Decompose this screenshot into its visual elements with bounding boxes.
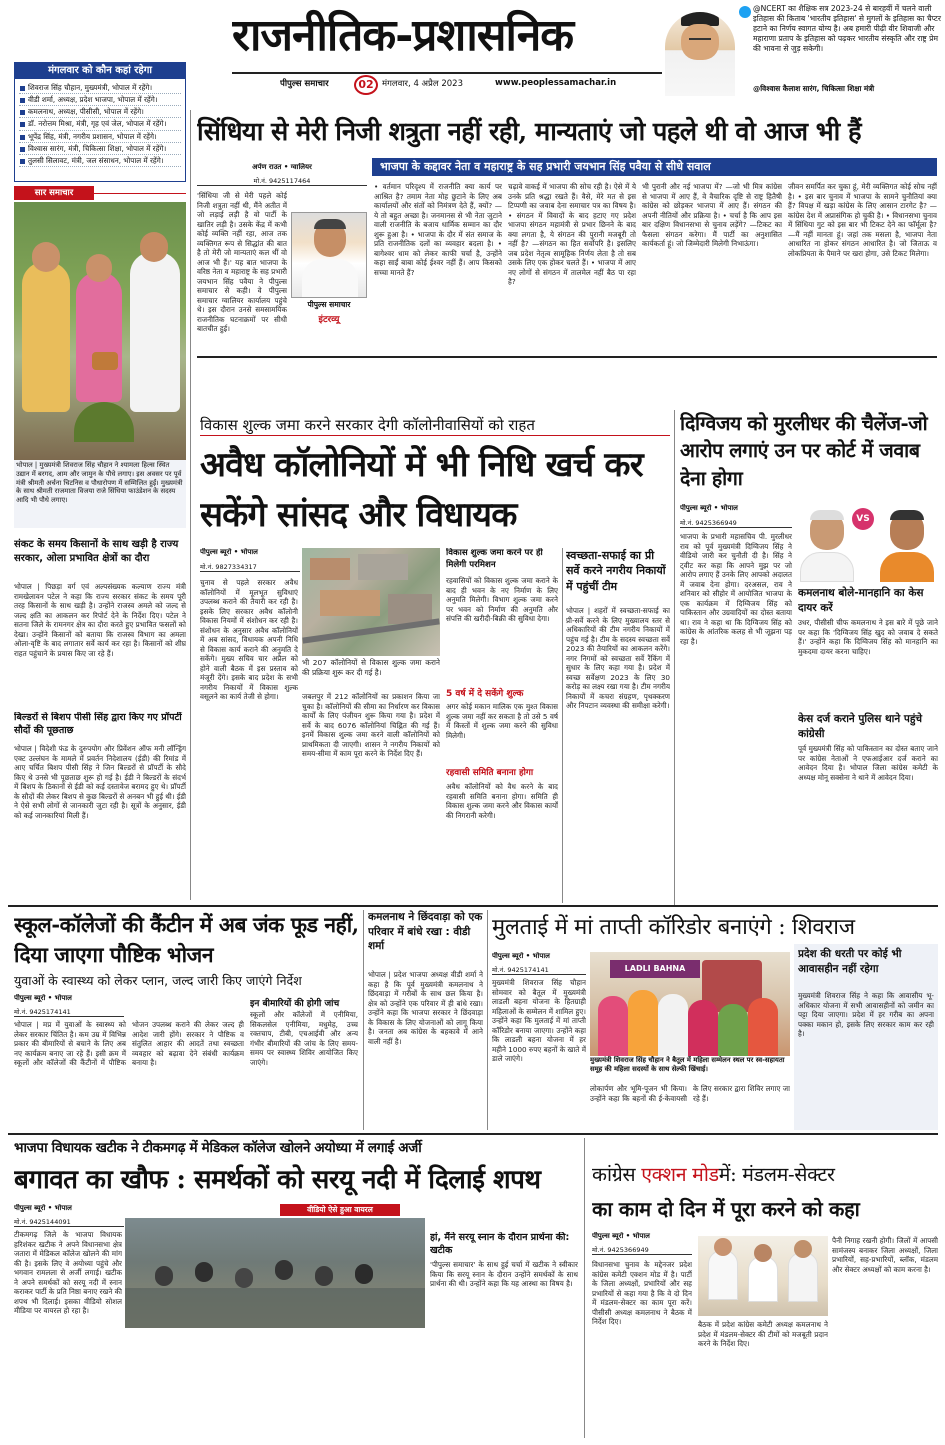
cleanliness-headline: स्वच्छता-सफाई का प्री सर्वे करने नगरीय निकायों में पहुंचीं टीम bbox=[566, 549, 666, 593]
pawaiya-intro: 'सिंधिया जी से मेरी पहले कोई निजी शत्रुता नहीं थी, मैंने अतीत में जो लड़ाई लड़ी है वो पार्टी के खातिर लड़ी है। उसके केंद्र में कभी कोई व्यक्ति नहीं रहा, आज तक व्यक्तिगत रूप से सिद्धांत की बात है तो मेरी जो मान्यताएं कल थीं वो आज भी हैं।' यह बात भाजपा के वरिष्ठ नेता व महाराष्ट्र के सह प्रभारी जयभान सिंह पवैया ने पीपुल्स समाचार से कही। वे पीपुल्स समाचार ग्वालियर कार्यालय पहुंचे थे। इस दौरान उनसे समसामयिक राजनीतिक घटनाक्रमों पर सीधी बातचीत हुई। bbox=[197, 191, 287, 333]
pawaiya-col3: चढ़ावे वाकई में भाजपा की सोच रही है। ऐसे में ये उनके प्रति श्रद्धा रखते हैं। वैसे, मेरे मत से इस टिप्पणी का जवाब देना समाचार पत्र का विषय है। • संगठन में विवादों के बाद हटाए गए प्रदेश भाजपा संगठन महामंत्री से प्रभार छिनने के बाद क्या लगता है, ये संगठन की पुरानी मजबूरी तो नहीं है? —संगठन का हित सर्वोपरि है। इसलिए जब प्रदेश नेतृत्व सामूहिक निर्णय लेता है तो सब उसके लिए एक होकर चलते हैं। • भाजपा में आए नए लोगों से संगठन में तालमेल नहीं बैठ पा रहा है? bbox=[508, 182, 636, 286]
interview-label: इंटरव्यू bbox=[318, 315, 340, 324]
pawaiya-headline: सिंधिया से मेरी निजी शत्रुता नहीं रही, मान्यताएं जो पहले थी वो आज भी हैं bbox=[197, 117, 861, 147]
vs-badge: VS bbox=[852, 508, 874, 530]
digvijay-headline: दिग्विजय को मुरलीधर की चैलेंज-जो आरोप लगाएं उन पर कोर्ट में जवाब देना होगा bbox=[680, 412, 928, 490]
congress-mobile: मो.नं. 9425366949 bbox=[592, 1245, 692, 1255]
colonies-byline: पीपुल्स ब्यूरो • भोपाल bbox=[200, 548, 258, 556]
list-item: विश्वास सारंग, मंत्री, चिकित्सा शिक्षा, भोपाल में रहेंगे। bbox=[19, 143, 181, 155]
congress-meeting-photo bbox=[698, 1236, 828, 1316]
multai-side-box bbox=[794, 944, 938, 1130]
paper-name: पीपुल्स समाचार bbox=[280, 79, 329, 89]
vd-sharma-text: भोपाल | प्रदेश भाजपा अध्यक्ष वीडी शर्मा ने कहा है कि पूर्व मुख्यमंत्री कमलनाथ ने छिंदवाड़ा में गरीबों के साथ छल किया है। क्षेत्र को उन्होंने एक परिवार में ही बांधे रखा। उन्होंने कहा कि भाजपा सरकार ने छिंदवाड़ा के विकास के लिए योजनाओं को लागू किया है। जनता अब कांग्रेस के बहकावे में आने वाली नहीं है। bbox=[368, 970, 483, 1046]
cleanliness-text: भोपाल | शहरों में स्वच्छता-सफाई का प्री-सर्वे करने के लिए मुख्यालय स्तर से अधिकारियों की टीम नगरीय निकायों में पहुंच गई है। टीम के सदस्य स्वच्छता सर्वे 2023 की तैयारियों का आकलन करेंगे। नगर निगमों को स्वच्छता सर्वे रैंकिंग में सुधार के लिए कहा गया है। प्रदेश में स्वच्छ सर्वेक्षण 2023 के लिए 30 करोड़ का लक्ष्य रखा गया है। टीम नगरीय निकायों में कचरा संग्रहण, पृथक्करण और निपटान व्यवस्था की समीक्षा करेगी। bbox=[566, 606, 670, 710]
digvijay-text: भाजपा के प्रभारी महासचिव पी. मुरलीधर राव को पूर्व मुख्यमंत्री दिग्विजय सिंह ने वीडियो जारी कर चुनौती दी है। सिंह ने ट्वीट कर कहा कि आपने मुझ पर जो आरोप लगाए हैं उनके लिए आपको अदालत में जवाब देना होगा। दरअसल, राव ने शनिवार को सीहोर में आयोजित भाजपा के एक कार्यक्रम में दिग्विजय सिंह को पाकिस्तान और उग्रवादियों का दोस्त बताया था। राव ने कहा था कि दिग्विजय सिंह को कांग्रेस के आंतरिक कलह से भी जूझना पड़ रहा है। bbox=[680, 532, 792, 646]
colonies-side-title: विकास शुल्क जमा करने पर ही मिलेगी परमिशन bbox=[446, 548, 543, 570]
pawaiya-col4: भी पुरानी और नई भाजपा में? —जो भी मित्र कांग्रेस से भाजपा में आए हैं, वे वैचारिक दृष्टि से राष्ट्र हितैषी कांग्रेस को छोड़कर भाजपा में आए हैं। संगठन की अपनी नीतियों और प्रक्रिया है। • चर्चा है कि आप इस बार दक्षिण विधानसभा से चुनाव लड़ेंगे? —टिकट का फैसला संगठन करेगा। मैं पार्टी का अनुशासित कार्यकर्ता हूं। जो जिम्मेदारी मिलेगी निभाऊंगा। bbox=[642, 182, 782, 248]
multai-side-text: मुख्यमंत्री शिवराज सिंह ने कहा कि आवासीय भू-अधिकार योजना में सभी आवासहीनों को जमीन का पट्टा दिया जाएगा। प्रदेश में हर गरीब का अपना पक्का मकान हो, इसके लिए सरकार काम कर रही है। bbox=[798, 991, 934, 1038]
pawaiya-col5: जीवन समर्पित कर चुका हूं, मेरी व्यक्तिगत कोई सोच नहीं है। • इस बार चुनाव में भाजपा के सामने चुनौतियां क्या हैं? विपक्ष में खड़ा कांग्रेस के लिए आसान टारगेट है? —कांग्रेस देश में अप्रासंगिक हो चुकी है। • विधानसभा चुनाव में सिंधिया गुट को इस बार भी टिकट देने का फॉर्मूला है? —मैं नहीं मानता हूं। जहां तक मसला है, भाजपा नेता आधारित ना होकर संगठन आधारित है। जो जिताऊ व लोकप्रियता के पैमाने पर खरा होगा, उसे टिकट मिलेगा। bbox=[788, 182, 937, 258]
colonies-photo-caption: भी 207 कॉलोनियों से विकास शुल्क जमा कराने की प्रक्रिया शुरू कर दी गई है। bbox=[302, 658, 440, 677]
diseases-title: इन बीमारियों की होगी जांच bbox=[250, 999, 340, 1009]
schedule-list bbox=[15, 79, 185, 167]
list-item: कमलनाथ, अध्यक्ष, पीसीसी, भोपाल में रहेंगे। bbox=[19, 106, 181, 118]
colonies-committee-text: अवैध कॉलोनियों को वैध करने के बाद रहवासी समिति बनाना होगा। समिति ही विकास शुल्क जमा करने और विकास कार्यों की निगरानी करेगी। bbox=[446, 782, 558, 820]
colonies-mobile: मो.नं. 9827334317 bbox=[200, 562, 300, 572]
multai-text: मुख्यमंत्री शिवराज सिंह चौहान सोमवार को बैतूल में मुख्यमंत्री लाडली बहना योजना के हितग्राही महिलाओं के सम्मेलन में शामिल हुए। उन्होंने कहा कि मुलताई में मां ताप्ती कॉरिडोर बनाया जाएगा। उन्होंने कहा कि लाडली बहना योजना में हर महीने 1000 रुपए बहनों के खाते में डाले जाएंगे। bbox=[492, 978, 586, 1063]
vd-sharma-headline: कमलनाथ ने छिंदवाड़ा को एक परिवार में बांधे रखा : वीडी शर्मा bbox=[368, 911, 483, 953]
khatik-quote-text: 'पीपुल्स समाचार' के साथ हुई चर्चा में खटीक ने स्वीकार किया कि सरयू स्नान के दौरान उन्होंने समर्थकों के साथ प्रार्थना की थी। उन्होंने कहा कि यह आस्था का विषय है। bbox=[430, 1260, 578, 1288]
khatik-mobile: मो.नं. 9425144091 bbox=[14, 1217, 124, 1227]
brief-farmers-title: संकट के समय किसानों के साथ खड़ी है राज्य सरकार, ओला प्रभावित क्षेत्रों का दौरा bbox=[14, 539, 179, 564]
saryu-river-photo bbox=[125, 1218, 425, 1328]
tweet-text: @NCERT का शैक्षिक सत्र 2023-24 से बारहवीं में चलने वाली इतिहास की किताब 'भारतीय इतिहास' से मुगलों के इतिहास का चैप्टर हटाने का निर्णय स्वागत योग्य है। अब हमारी पीढ़ी वीर शिवाजी और महाराणा प्रताप के इतिहास को पढ़कर भारतीय संस्कृति और राष्ट्र प्रेम की भावना से जुड़ सकेगी। bbox=[753, 4, 941, 54]
list-item: शिवराज सिंह चौहान, मुख्यमंत्री, भोपाल में रहेंगे। bbox=[19, 82, 181, 94]
congress-kicker: कांग्रेस एक्शन मोडमें: मंडलम-सेक्टर bbox=[592, 1163, 835, 1186]
tweet-author: @विश्वास कैलाश सारंग, चिकित्सा शिक्षा मंत्री bbox=[753, 84, 875, 93]
pawaiya-col2: • वर्तमान परिदृश्य में राजनीति क्या कार्य पर आश्रित है? तमाम नेता मोह छुटाने के लिए अब कार्यालयों और संतों को निमंत्रण देते हैं, क्यों? —ये तो बहुत अच्छा है। जनमानस से भी नेता जुटाने वाली राजनीति के बजाय धार्मिक सम्मान का दौर शुरू हुआ है। • भाजपा के दौर में संत समाज के प्रति राजनीतिक दलों का व्यवहार बदला है। • बागेश्वर धाम को लेकर काफी चर्चा है, उन्होंने कहा साईं बाबा कोई ईश्वर नहीं हैं। आप किसको सच्चा मानते हैं? bbox=[374, 182, 502, 277]
pawaiya-intro-cont bbox=[291, 326, 367, 351]
canteen-byline: पीपुल्स ब्यूरो • भोपाल bbox=[14, 994, 72, 1002]
police-complaint-title: केस दर्ज कराने पुलिस थाने पहुंचे कांग्रेसी bbox=[798, 713, 923, 740]
cm-planting-caption: भोपाल | मुख्यमंत्री शिवराज सिंह चौहान ने श्यामला हिल्स स्थित उद्यान में बरगद, आम और जामुन के पौधे लगाए। इस अवसर पर पूर्व मंत्री श्रीमती अर्चना चिटनिस व पौधारोपण में सम्मिलित हुईं। मुख्यमंत्री के साथ श्रीमती राजमाता विजया राजे सिंधिया फाउंडेशन के सदस्य आदि भी पौधे लगाए। bbox=[14, 460, 186, 528]
list-item: वीडी शर्मा, अध्यक्ष, प्रदेश भाजपा, भोपाल में रहेंगे। bbox=[19, 94, 181, 106]
khatik-text-cont bbox=[125, 1332, 425, 1438]
brief-farmers-text: भोपाल | पिछड़ा वर्ग एवं अल्पसंख्यक कल्याण राज्य मंत्री रामखेलावन पटेल ने कहा कि राज्य सरकार संकट के समय पूरी तरह किसानों के साथ खड़ी है। उन्होंने राजस्व अमले को जल्द से जल्द क्षति का आकलन कर रिपोर्ट देने के निर्देश दिए। पटेल ने सतना जिले के रामनगर क्षेत्र का दौरा करते हुए प्रभावित फसलों को देखा। उन्होंने किसानों को बताया कि राजस्व विभाग का अमला ओला-वृष्टि के बाद लगातार सर्वे कार्य कर रहा है। किसानों को शीघ्र राहत पहुंचाने के प्रयास किए जा रहे हैं। bbox=[14, 582, 186, 658]
digvijay-mobile: मो.नं. 9425366949 bbox=[680, 518, 792, 528]
multai-headline: मुलताई में मां ताप्ती कॉरिडोर बनाएंगे : शिवराज bbox=[492, 915, 855, 940]
colonies-body2: जबलपुर में 212 कॉलोनियों का प्रकाशन किया जा चुका है। कॉलोनियों की सीमा का निर्धारण कर विकास कार्यों के लिए पंजीयन शुरू किया गया है। प्रदेश में सर्वे के बाद 6076 कॉलोनियां चिह्नित की गई हैं। इनमें विकास शुल्क जमा करने वाली कॉलोनियों को प्राथमिकता दी जाएगी। शासन ने नगरीय निकायों को समय-सीमा में काम पूरा करने के निर्देश दिए हैं। bbox=[302, 692, 440, 758]
tweet-box bbox=[665, 4, 943, 96]
list-item: डॉ. नरोत्तम मिश्रा, मंत्री, गृह एवं जेल, भोपाल में रहेंगे। bbox=[19, 118, 181, 130]
muralidhar-portrait bbox=[876, 508, 938, 582]
diseases-text: स्कूलों और कॉलेजों में एनीमिया, सिकलसेल एनीमिया, मधुमेह, उच्च रक्तचाप, टीबी, एचआईवी और अन्य गंभीर बीमारियों की जांच के लिए समय-समय पर स्वास्थ्य शिविर आयोजित किए जाएंगे। bbox=[250, 1010, 358, 1067]
brief-bishop-text: भोपाल | विदेशी फंड के दुरुपयोग और प्रिवेंशन ऑफ मनी लॉन्ड्रिंग एक्ट उल्लंघन के मामले में प्रवर्तन निदेशालय (ईडी) की रिमांड में आए चर्चित बिशप पीसी सिंह ने जिन बिल्डरों से प्रॉपर्टी के सौदे किए थे उनसे भी पूछताछ शुरू हो गई है। ईडी ने बिल्डरों के संदर्भ में बिशप के ठिकानों से ईडी को कई दस्तावेज बरामद हुए थे। प्रॉपर्टी के सौदों की लेकर बिशप से कुछ बिल्डरों से अनबन भी हुई थी। ईडी ने ऐसे सभी लोगों से जानकारी जुटा रही है। सूत्रों के अनुसार, ईडी को कई जानकारियां मिली हैं। bbox=[14, 744, 186, 820]
khatik-headline: बगावत का खौफ : समर्थकों को सरयू नदी में दिलाई शपथ bbox=[14, 1165, 541, 1195]
multai-col-text: लोकार्पण और भूमि-पूजन भी किया। उन्होंने कहा कि बहनों की ई-केवायसी के लिए सरकार द्वारा शिविर लगाए जा रहे हैं। bbox=[590, 1084, 790, 1103]
colonies-side-text: रहवासियों को विकास शुल्क जमा कराने के बाद ही भवन के नए निर्माण के लिए अनुमति मिलेगी। विभाग शुल्क जमा करने पर भवन को निर्माण की अनुमति और संपत्ति की खरीदी-बिक्री की सुविधा देगा। bbox=[446, 576, 558, 623]
multai-byline: पीपुल्स ब्यूरो • भोपाल bbox=[492, 952, 550, 960]
colony-aerial-photo bbox=[302, 548, 440, 656]
schedule-box bbox=[14, 62, 186, 182]
page-number: 02 bbox=[354, 75, 378, 95]
pawaiya-mobile: मो.नं. 9425117464 bbox=[197, 176, 367, 186]
kamalnath-defamation-title: कमलनाथ बोले-मानहानि का केस दायर करें bbox=[798, 587, 924, 614]
section-title: राजनीतिक-प्रशासनिक bbox=[232, 10, 574, 61]
ladli-bahna-photo bbox=[590, 952, 790, 1056]
congress-text3: पैनी निगाह रखनी होगी। जिलों में आपसी सामंजस्य बनाकर जिला अध्यक्षों, जिला प्रभारियों, सह-प्रभारियों, ब्लॉक, मंडलम और सेक्टर अध्यक्षों को काम करना है। bbox=[832, 1236, 938, 1274]
photo-banner: LADLI BAHNA bbox=[610, 960, 700, 978]
video-viral-tag: वीडियो ऐसे हुआ वायरल bbox=[280, 1204, 400, 1216]
canteen-mobile: मो.नं. 9425174141 bbox=[14, 1007, 124, 1017]
pawaiya-byline: अर्पण राउत • ग्वालियर bbox=[252, 163, 312, 171]
congress-headline: का काम दो दिन में पूरा करने को कहा bbox=[592, 1197, 860, 1221]
cm-planting-photo bbox=[14, 202, 186, 460]
minister-portrait bbox=[665, 12, 735, 96]
colonies-box-text: अगर कोई मकान मालिक एक मुश्त विकास शुल्क जमा नहीं कर सकता है तो उसे 5 वर्ष में किस्तों में शुल्क जमा करने की सुविधा मिलेगी। bbox=[446, 702, 558, 740]
list-item: भूपेंद्र सिंह, मंत्री, नगरीय प्रशासन, भोपाल में रहेंगे। bbox=[19, 131, 181, 143]
khatik-kicker: भाजपा विधायक खटीक ने टीकमगढ़ में मेडिकल कॉलेज खोलने अयोध्या में लगाई अर्जी bbox=[14, 1140, 422, 1156]
list-item: तुलसी सिलावट, मंत्री, जल संसाधन, भोपाल में रहेंगे। bbox=[19, 155, 181, 167]
colonies-committee-title: रहवासी समिति बनाना होगा bbox=[446, 768, 534, 778]
digvijay-portrait bbox=[798, 508, 856, 582]
ladli-bahna-caption: मुख्यमंत्री शिवराज सिंह चौहान ने बैतूल में महिला सम्मेलन स्थल पर स्व-सहायता समूह की महिला सदस्यों के साथ सेल्फी खिंचाई। bbox=[590, 1056, 785, 1073]
multai-side-title: प्रदेश की धरती पर कोई भी आवासहीन नहीं रहेगा bbox=[798, 948, 902, 975]
congress-byline: पीपुल्स ब्यूरो • भोपाल bbox=[592, 1232, 650, 1240]
colonies-body1: चुनाव से पहले सरकार अवैध कॉलोनियों में मूलभूत सुविधाएं उपलब्ध कराने की तैयारी कर रही है। इसके लिए सरकार अवैध कॉलोनी विकास नियमों में संशोधन कर रही है। संशोधन के अनुसार अवैध कॉलोनियों में अब सांसद, विधायक अपनी निधि से विकास कार्य कराने की अनुमति दे सकेंगे। मुख्य सचिव चार अप्रैल को होने वाली बैठक में इस प्रस्ताव को मंजूरी देंगे। इसके बाद प्रदेश के सभी नगरीय निकायों में विकास शुल्क वसूलने का कार्य तेजी से होगा। bbox=[200, 578, 298, 701]
pawaiya-portrait bbox=[291, 212, 367, 298]
digvijay-byline: पीपुल्स ब्यूरो • भोपाल bbox=[680, 504, 738, 512]
interview-tag: पीपुल्स समाचार bbox=[307, 300, 351, 309]
congress-text2: बैठक में प्रदेश कांग्रेस कमेटी अध्यक्ष कमलनाथ ने प्रदेश में मंडलम-सेक्टर की टीमों को मजबूती प्रदान करने के निर्देश दिए। bbox=[698, 1320, 828, 1348]
khatik-text: टीकमगढ़ जिले के भाजपा विधायक हरिशंकर खटीक ने अपने विधानसभा क्षेत्र जतारा में मेडिकल कॉलेज खोलने की मांग की है। इसके लिए वे अयोध्या पहुंचे और भगवान रामलला से अर्जी लगाई। खटीक ने अपने समर्थकों को सरयू नदी में स्नान कराकर पार्टी के प्रति निष्ठा बनाए रखने की शपथ भी दिलाई। इसका वीडियो सोशल मीडिया पर वायरल हो रहा है। bbox=[14, 1230, 122, 1315]
canteen-subhead: युवाओं के स्वास्थ्य को लेकर प्लान, जल्द जारी किए जाएंगे निर्देश bbox=[14, 973, 302, 988]
brief-bishop-title: बिल्डरों से बिशप पीसी सिंह द्वारा किए गए प्रॉपर्टी सौदों की पूछताछ bbox=[14, 712, 182, 736]
schedule-title: मंगलवार को कौन कहां रहेगा bbox=[15, 63, 185, 79]
congress-text: विधानसभा चुनाव के मद्देनजर प्रदेश कांग्रेस कमेटी एक्शन मोड में है। पार्टी के जिला अध्यक्षों, प्रभारियों और सह प्रभारियों से कहा गया है कि वे दो दिन में मंडलम-सेक्टर का काम पूरा करें। पीसीसी अध्यक्ष कमलनाथ ने बैठक में निर्देश दिए। bbox=[592, 1260, 692, 1326]
news-brief-label: सार समाचार bbox=[14, 186, 94, 200]
multai-mobile: मो.नं. 9425174141 bbox=[492, 965, 586, 975]
khatik-byline: पीपुल्स ब्यूरो • भोपाल bbox=[14, 1204, 72, 1212]
kamalnath-defamation-text: उधर, पीसीसी चीफ कमलनाथ ने इस बारे में पूछे जाने पर कहा कि 'दिग्विजय सिंह खुद को जवाब दे सकते हैं।' उन्होंने कहा कि दिग्विजय सिंह को मानहानि का मुकदमा दायर करना चाहिए। bbox=[798, 618, 938, 656]
pawaiya-strap: भाजपा के कद्दावर नेता व महाराष्ट्र के सह प्रभारी जयभान सिंह पवैया से सीधे सवाल bbox=[372, 158, 937, 176]
khatik-quote-title: हां, मैंने सरयू स्नान के दौरान प्रार्थना की: खटीक bbox=[430, 1232, 570, 1256]
website: www.peoplessamachar.in bbox=[495, 78, 617, 88]
issue-date: मंगलवार, 4 अप्रैल 2023 bbox=[382, 79, 463, 89]
canteen-text: भोपाल | मप्र में युवाओं के स्वास्थ्य को लेकर सरकार चिंतित है। कम उम्र में विभिन्न प्रकार की बीमारियों से बचाने के लिए अब नए कार्यक्रम बनाए जा रहे हैं। इसी क्रम में स्कूलों और कॉलेजों की कैंटीनों में पौष्टिक भोजन उपलब्ध कराने की लेकर जल्द ही आदेश जारी होंगे। सरकार ने पौष्टिक व संतुलित आहार की आदतें तथा स्वच्छता व्यवहार को बढ़ावा देने संबंधी कार्यक्रम बनाया है। bbox=[14, 1020, 244, 1067]
colonies-kicker: विकास शुल्क जमा करने सरकार देगी कॉलोनीवासियों को राहत bbox=[200, 414, 670, 436]
police-complaint-text: पूर्व मुख्यमंत्री सिंह को पाकिस्तान का दोस्त बताए जाने पर कांग्रेस नेताओं ने एफआईआर दर्ज कराने का आवेदन दिया है। भोपाल जिला कांग्रेस कमेटी के अध्यक्ष मोनू सक्सेना ने थाने में आवेदन दिया। bbox=[798, 744, 938, 782]
colonies-headline: अवैध कॉलोनियों में भी निधि खर्च कर सकेंगे सांसद और विधायक bbox=[200, 445, 643, 535]
colonies-box-title: 5 वर्ष में दे सकेंगे शुल्क bbox=[446, 689, 524, 699]
canteen-headline: स्कूल-कॉलेजों की कैंटीन में अब जंक फूड नहीं, दिया जाएगा पौष्टिक भोजन bbox=[14, 912, 359, 968]
twitter-bird-icon bbox=[739, 6, 751, 18]
